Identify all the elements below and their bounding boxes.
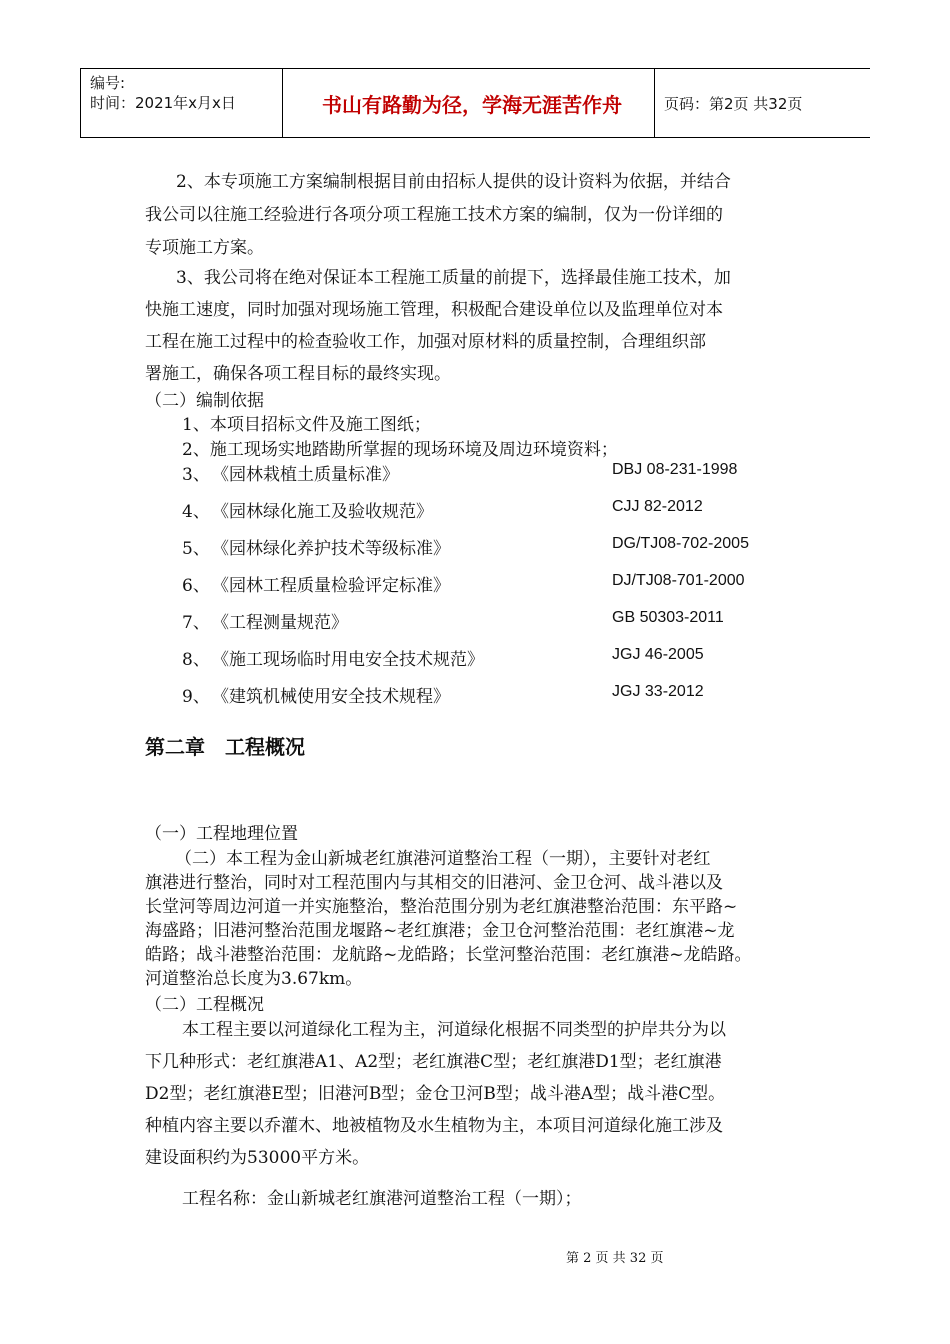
location-line-4: 海盛路；旧港河整治范围龙堰路~老红旗港；金卫仓河整治范围：老红旗港~龙 <box>145 921 735 941</box>
overview-line-2: 下几种形式：老红旗港A1、A2型；老红旗港C型；老红旗港D1型；老红旗港 <box>145 1052 722 1072</box>
location-line-1: （二）本工程为金山新城老红旗港河道整治工程（一期），主要针对老红 <box>175 849 711 869</box>
intro-p3-line-4: 署施工，确保各项工程目标的最终实现。 <box>145 364 451 384</box>
standard-name: 《施工现场临时用电安全技术规范》 <box>212 650 484 670</box>
standard-name: 《园林绿化养护技术等级标准》 <box>212 539 450 559</box>
standard-number: 7、 <box>182 613 210 633</box>
location-heading: （一）工程地理位置 <box>145 824 298 844</box>
basis-heading: （二）编制依据 <box>145 391 264 411</box>
standard-name: 《园林绿化施工及验收规范》 <box>212 502 433 522</box>
chapter-title: 第二章 工程概况 <box>145 735 305 759</box>
intro-p2-line-2: 我公司以往施工经验进行各项分项工程施工技术方案的编制，仅为一份详细的 <box>145 205 723 225</box>
standard-code: DBJ 08-231-1998 <box>612 461 738 478</box>
header-meta <box>90 73 236 113</box>
standard-name: 《工程测量规范》 <box>212 613 348 633</box>
intro-p3-line-1: 3、我公司将在绝对保证本工程施工质量的前提下，选择最佳施工技术，加 <box>176 268 731 288</box>
intro-p3-line-3: 工程在施工过程中的检查验收工作，加强对原材料的质量控制，合理组织部 <box>145 332 706 352</box>
overview-heading: （二）工程概况 <box>145 995 264 1015</box>
intro-p3-line-2: 快施工速度，同时加强对现场施工管理，积极配合建设单位以及监理单位对本 <box>145 300 723 320</box>
standard-number: 9、 <box>182 687 210 707</box>
standard-number: 4、 <box>182 502 210 522</box>
header-motto: 书山有路勤为径，学海无涯苦作舟 <box>322 93 622 117</box>
intro-p2-line-3: 专项施工方案。 <box>145 238 264 258</box>
overview-line-3: D2型；老红旗港E型；旧港河B型；金仓卫河B型；战斗港A型；战斗港C型。 <box>145 1084 726 1104</box>
standard-number: 6、 <box>182 576 210 596</box>
standard-name: 《建筑机械使用安全技术规程》 <box>212 687 450 707</box>
basis-item-2: 2、施工现场实地踏勘所掌握的现场环境及周边环境资料； <box>182 440 618 460</box>
header-page-info: 页码：第2页 共32页 <box>664 95 803 113</box>
project-name: 工程名称：金山新城老红旗港河道整治工程（一期）； <box>182 1189 582 1209</box>
location-line-6: 河道整治总长度为3.67km。 <box>145 969 363 989</box>
standard-number: 3、 <box>182 465 210 485</box>
standard-number: 8、 <box>182 650 210 670</box>
standard-code: GB 50303-2011 <box>612 609 724 626</box>
overview-line-4: 种植内容主要以乔灌木、地被植物及水生植物为主，本项目河道绿化施工涉及 <box>145 1116 723 1136</box>
standard-code: DG/TJ08-702-2005 <box>612 535 749 552</box>
standard-code: DJ/TJ08-701-2000 <box>612 572 745 589</box>
standard-name: 《园林栽植土质量标准》 <box>212 465 399 485</box>
document-time: 时间：2021年x月x日 <box>90 94 236 112</box>
page-header <box>80 68 870 138</box>
document-number-label: 编号: <box>90 74 126 92</box>
page-footer: 第 2 页 共 32 页 <box>566 1251 664 1266</box>
location-line-2: 旗港进行整治，同时对工程范围内与其相交的旧港河、金卫仓河、战斗港以及 <box>145 873 723 893</box>
location-line-5: 皓路；战斗港整治范围：龙航路~龙皓路；长堂河整治范围：老红旗港~龙皓路。 <box>145 945 752 965</box>
location-line-3: 长堂河等周边河道一并实施整治，整治范围分别为老红旗港整治范围：东平路~ <box>145 897 738 917</box>
intro-p2-line-1: 2、本专项施工方案编制根据目前由招标人提供的设计资料为依据，并结合 <box>176 172 731 192</box>
basis-item-1: 1、本项目招标文件及施工图纸； <box>182 415 431 435</box>
standard-code: CJJ 82-2012 <box>612 498 703 515</box>
header-border-left <box>80 69 81 137</box>
standard-name: 《园林工程质量检验评定标准》 <box>212 576 450 596</box>
standard-code: JGJ 33-2012 <box>612 683 704 700</box>
overview-line-5: 建设面积约为53000平方米。 <box>145 1148 370 1168</box>
standard-code: JGJ 46-2005 <box>612 646 704 663</box>
overview-line-1: 本工程主要以河道绿化工程为主，河道绿化根据不同类型的护岸共分为以 <box>182 1020 726 1040</box>
standard-number: 5、 <box>182 539 210 559</box>
